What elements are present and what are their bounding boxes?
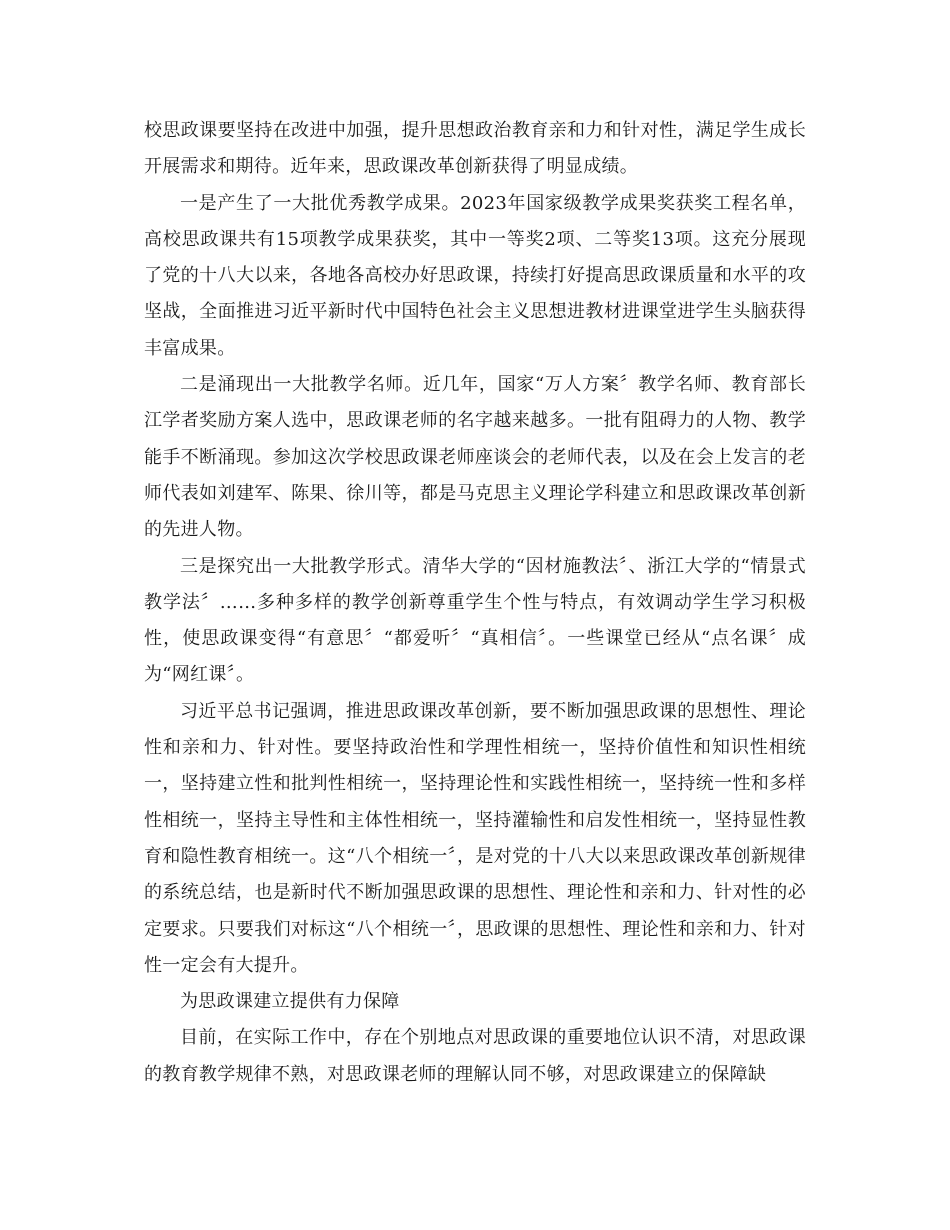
- section-heading: 为思政课建立提供有力保障: [180, 991, 400, 1013]
- document-body: [144, 113, 806, 1093]
- paragraph-3: 二是涌现出一大批教学名师。近几年，国家“万人方案〞教学名师、教育部长江学者奖励方案人选中，思政课老师的名字越来越多。一批有阻碍力的人物、教学能手不断涌现。参加这次学校思政课老师座谈会的老师代表，以及在会上发言的老师代表如刘建军、陈果、徐川等，都是马克思主义理论学科建立和思政课改革创新的先进人物。: [144, 374, 806, 541]
- paragraph-1: 校思政课要坚持在改进中加强，提升思想政治教育亲和力和针对性，满足学生成长开展需求和期待。近年来，思政课改革创新获得了明显成绩。: [144, 120, 806, 178]
- paragraph-6: 目前，在实际工作中，存在个别地点对思政课的重要地位认识不清，对思政课的教育教学规律不熟，对思政课老师的理解认同不够，对思政课建立的保障缺: [144, 1027, 806, 1085]
- paragraph-2: 一是产生了一大批优秀教学成果。2023年国家级教学成果奖获奖工程名单，高校思政课共有15项教学成果获奖，其中一等奖2项、二等奖13项。这充分展现了党的十八大以来，各地各高校办好思政课，持续打好提高思政课质量和水平的攻坚战，全面推进习近平新时代中国特色社会主义思想进教材进课堂进学生头脑获得丰富成果。: [144, 192, 806, 359]
- paragraph-5: 习近平总书记强调，推进思政课改革创新，要不断加强思政课的思想性、理论性和亲和力、针对性。要坚持政治性和学理性相统一，坚持价值性和知识性相统一，坚持建立性和批判性相统一，坚持理论性和实践性相统一，坚持统一性和多样性相统一，坚持主导性和主体性相统一，坚持灌输性和启发性相统一，坚持显性教育和隐性教育相统一。这“八个相统一〞，是对党的十八大以来思政课改革创新规律的系统总结，也是新时代不断加强思政课的思想性、理论性和亲和力、针对性的必定要求。只要我们对标这“八个相统一〞，思政课的思想性、理论性和亲和力、针对性一定会有大提升。: [144, 700, 806, 976]
- paragraph-4: 三是探究出一大批教学形式。清华大学的“因材施教法〞、浙江大学的“情景式教学法〞……多种多样的教学创新尊重学生个性与特点，有效调动学生学习积极性，使思政课变得“有意思〞“都爱听〞“真相信〞。一些课堂已经从“点名课〞成为“网红课〞。: [144, 555, 806, 686]
